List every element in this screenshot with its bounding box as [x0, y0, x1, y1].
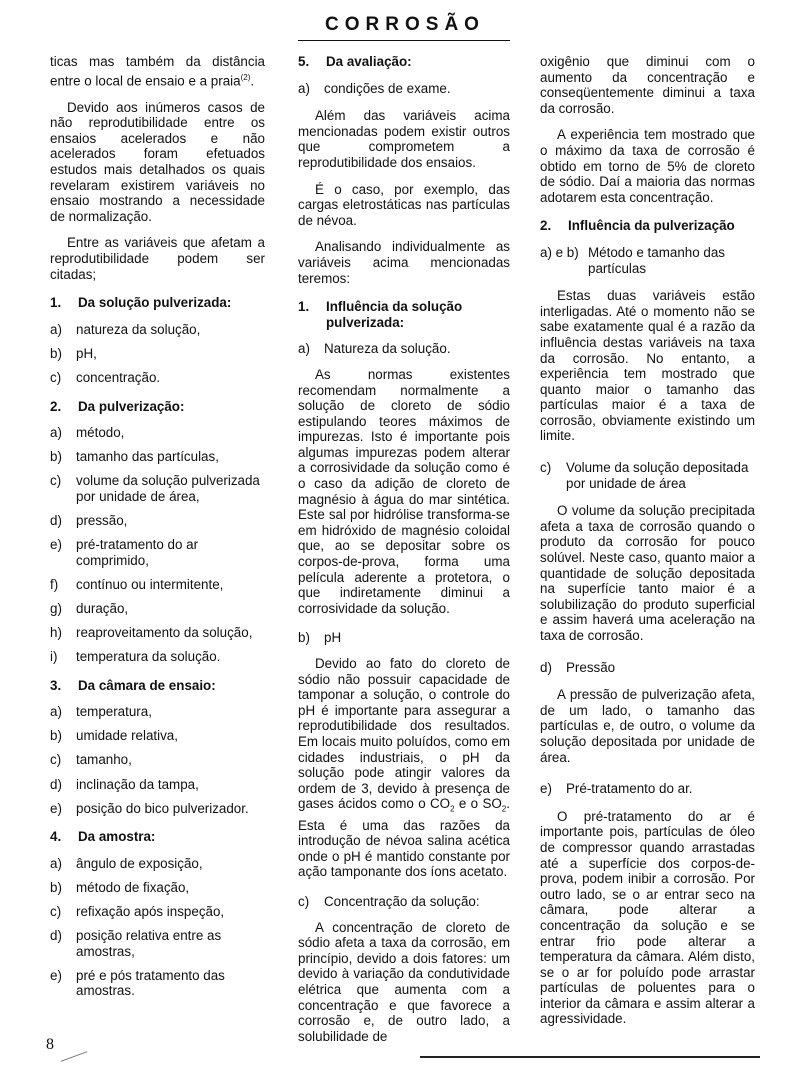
- item-label: f): [50, 576, 59, 592]
- list-item: [50, 904, 265, 920]
- item-label: a): [298, 341, 310, 357]
- item-label: b): [50, 879, 62, 895]
- item-text: reaproveitamento da solução,: [76, 625, 253, 640]
- paragraph: A concentração de cloreto de sódio afeta a taxa da corrosão, em princípio, devido a dois fatores: um devido à variação da condutividade elétrica que aumenta com a concentração e que favorece a corrosão e, de outro lado, a solubilidade de: [298, 919, 510, 1044]
- item-label: d): [50, 776, 62, 792]
- list-item: [50, 625, 265, 641]
- item-text: refixação após inspeção,: [76, 904, 225, 920]
- item-label: e): [540, 781, 552, 797]
- paragraph: Entre as variáveis que afetam a reprodutibilidade podem ser citadas;: [50, 235, 265, 282]
- item-text: umidade relativa,: [76, 728, 178, 744]
- item-text: posição do bico pulverizador.: [76, 800, 249, 816]
- column-3: [540, 54, 755, 1038]
- item-text: método de fixação,: [76, 879, 190, 895]
- reference-superscript: (2): [240, 72, 251, 82]
- item-text: Pré-tratamento do ar.: [566, 781, 693, 797]
- list-s1: [50, 322, 265, 386]
- item-label: a): [50, 855, 62, 871]
- section-title: Influência da solução pulverizada:: [326, 299, 463, 330]
- section-number: 5.: [298, 54, 310, 69]
- list-item: [50, 649, 265, 665]
- item-label: a): [298, 80, 310, 96]
- paragraph: [298, 656, 510, 880]
- paragraph: oxigênio que diminui com o aumento da concentração e conseqüentemente diminui a taxa da corrosão.: [540, 54, 755, 116]
- item-label: c): [50, 904, 62, 920]
- paragraph-end: .: [250, 73, 255, 89]
- item-text: método,: [76, 425, 125, 441]
- item-label: g): [50, 600, 62, 616]
- item-text: pH: [324, 630, 342, 646]
- item-label: b): [298, 630, 310, 646]
- list-item: [50, 601, 265, 617]
- item-label: e): [50, 800, 62, 816]
- list-item: [50, 473, 265, 504]
- subscript: 2: [450, 805, 455, 815]
- list-item: [50, 513, 265, 529]
- list-item: [298, 81, 510, 97]
- list-item: [50, 449, 265, 465]
- page-number: 8: [46, 1036, 54, 1053]
- item-text: ângulo de exposição,: [76, 855, 203, 871]
- item-text: temperatura,: [76, 704, 152, 720]
- bottom-rule: [420, 1056, 760, 1058]
- list-item: [298, 341, 510, 357]
- item-text: duração,: [76, 600, 129, 616]
- item-text: volume da solução pulverizada por unidade de área,: [76, 473, 260, 504]
- list-item: [50, 346, 265, 362]
- section-number: 2.: [540, 218, 552, 234]
- section-number: 2.: [50, 398, 62, 414]
- item-text: natureza da solução,: [76, 321, 201, 337]
- paragraph-text: e o SO: [454, 796, 502, 812]
- list-item: [50, 577, 265, 593]
- list-item: [50, 322, 265, 338]
- item-text: concentração.: [76, 369, 161, 385]
- section-number: 4.: [50, 829, 62, 845]
- item-label: c): [50, 369, 62, 385]
- item-label: i): [50, 649, 58, 665]
- list-item: [540, 660, 755, 676]
- item-label: a) e b): [540, 244, 579, 260]
- item-text: pré-tratamento do ar comprimido,: [76, 537, 199, 568]
- list-s4: [50, 856, 265, 999]
- section-heading: [298, 299, 510, 330]
- list-item: [50, 370, 265, 386]
- list-item: [50, 425, 265, 441]
- list-item: [50, 752, 265, 768]
- paragraph: A experiência tem mostrado que o máximo da taxa de corrosão é obtido em torno de 5% de cloreto de sódio. Daí a maioria das normas adotarem esta concentração.: [540, 127, 755, 205]
- paragraph-text: Devido ao fato do cloreto de sódio não possuir capacidade de tamponar a solução, o controle do pH é importante para assegurar a reprodutibilidade dos resultados. Em locais muito poluídos, como em cidades industriais, o pH da solução pode atingir valores da ordem de 3, devido à presença de gases ácidos como o CO: [298, 656, 510, 812]
- item-text: inclinação da tampa,: [76, 776, 199, 792]
- paragraph: Devido aos inúmeros casos de não reprodutibilidade entre os ensaios acelerados e não acelerados foram efetuados estudos mais detalhados os quais revelaram existirem variáveis no ensaio mostrando a necessidade de normalização.: [50, 99, 265, 224]
- section-title: Da amostra:: [78, 829, 156, 845]
- list-item: [540, 781, 755, 797]
- paragraph: O volume da solução precipitada afeta a taxa de corrosão quando o produto da corrosão for pouco solúvel. Neste caso, quanto maior a quantidade de solução depositada na superfície tanto maior é a solubilização do produto superficial e assim haverá uma aceleração na taxa de corrosão.: [540, 503, 755, 643]
- list-item: [50, 537, 265, 568]
- paragraph: A pressão de pulverização afeta, de um lado, o tamanho das partículas e, de outro, o volume da solução depositada por unidade de área.: [540, 687, 755, 765]
- list-item: [50, 801, 265, 817]
- subscript: 2: [501, 805, 507, 815]
- section-heading: [50, 399, 265, 415]
- section-title: Da solução pulverizada:: [78, 295, 232, 311]
- section-title: Influência da pulverização: [568, 218, 735, 234]
- item-label: c): [298, 893, 310, 909]
- section-title: Da pulverização:: [78, 398, 185, 414]
- list-s3: [50, 704, 265, 816]
- list-item: [50, 777, 265, 793]
- item-text: Volume da solução depositada por unidade de área: [566, 460, 749, 491]
- list-item: [540, 460, 755, 491]
- item-text: pré e pós tratamento das amostras.: [76, 967, 225, 999]
- item-text: Concentração da solução:: [324, 893, 480, 909]
- list-item: [298, 894, 510, 910]
- paragraph: As normas existentes recomendam normalmente a solução de cloreto de sódio estipulando teores máximos de impurezas. Isto é importante pois algumas impurezas podem alterar a corrosividade da solução como é o caso da adição de cloreto de magnésio à água do mar sintética. Este sal por hidrólise transforma-se em hidróxido de magnésio coloidal que, ao se depositar sobre os corpos-de-prova, forma uma película aderente a protetora, o que indiretamente diminui a corrosividade da solução.: [298, 366, 510, 616]
- item-label: a): [50, 321, 62, 337]
- item-text: Método e tamanho das partículas: [588, 244, 725, 276]
- item-label: c): [50, 473, 62, 489]
- item-text: Natureza da solução.: [324, 341, 451, 357]
- section-heading: [50, 678, 265, 694]
- item-label: b): [50, 449, 62, 465]
- paragraph: [50, 54, 265, 89]
- item-label: d): [50, 928, 62, 944]
- item-text: temperatura da solução.: [76, 649, 221, 665]
- list-s2: [50, 425, 265, 665]
- item-text: tamanho das partículas,: [76, 449, 219, 465]
- paragraph: É o caso, por exemplo, das cargas eletrostáticas nas partículas de névoa.: [298, 181, 510, 228]
- item-text: Pressão: [566, 659, 616, 675]
- list-item: [50, 728, 265, 744]
- list-item: [540, 245, 755, 276]
- list-item: [50, 928, 265, 959]
- list-item: [298, 630, 510, 646]
- section-title: Da câmara de ensaio:: [78, 677, 216, 693]
- item-text: pressão,: [76, 513, 128, 529]
- item-label: d): [540, 659, 552, 675]
- list-item: [50, 968, 265, 999]
- item-label: c): [50, 752, 62, 768]
- paragraph-text: ticas mas também da distância entre o local de ensaio e a praia: [50, 54, 265, 89]
- paragraph-text: . Esta é uma das razões da introdução de névoa salina acética onde o pH é mantido constante por ação tamponante dos íons acetato.: [298, 796, 510, 880]
- item-label: a): [50, 425, 62, 441]
- section-heading: [298, 54, 510, 70]
- list-item: [50, 880, 265, 896]
- column-1: [50, 54, 265, 1008]
- list-item: [50, 704, 265, 720]
- item-label: c): [540, 460, 552, 476]
- section-heading: [540, 218, 755, 234]
- header-rule: [298, 40, 510, 41]
- paragraph: O pré-tratamento do ar é importante pois, partículas de óleo de compressor quando arrastadas até a superfície dos corpos-de-prova, podem inibir a corrosão. Por outro lado, se o ar entrar seco na câmara, pode alterar a concentração da solução e se entrar frio pode alterar a temperatura da câmara. Além disto, se o ar for poluído pode arrastar partículas de poluentes para o interior da câmara e assim alterar a agressividade.: [540, 808, 755, 1027]
- item-label: a): [50, 704, 62, 720]
- section-number: 1.: [298, 299, 310, 315]
- item-label: e): [50, 967, 62, 983]
- section-heading: [50, 829, 265, 845]
- item-label: b): [50, 345, 62, 361]
- section-title: Da avaliação:: [326, 54, 412, 69]
- paragraph: Além das variáveis acima mencionadas podem existir outros que comprometem a reprodutibilidade dos ensaios.: [298, 108, 510, 170]
- scan-mark: [61, 1051, 88, 1062]
- list-item: [50, 856, 265, 872]
- item-label: e): [50, 537, 62, 553]
- item-text: condições de exame.: [324, 80, 451, 96]
- paragraph: Analisando individualmente as variáveis acima mencionadas teremos:: [298, 239, 510, 286]
- item-label: b): [50, 728, 62, 744]
- section-number: 3.: [50, 677, 62, 693]
- item-text: contínuo ou intermitente,: [76, 576, 224, 592]
- item-label: d): [50, 513, 62, 529]
- page-header: CORROSÃO: [325, 14, 485, 35]
- item-text: pH,: [76, 345, 97, 361]
- column-2: [298, 54, 510, 1055]
- paragraph: Estas duas variáveis estão interligadas. Até o momento não se sabe exatamente qual é a razão da influência destas variáveis na taxa da corrosão. No entanto, a experiência tem mostrado que quanto maior o tamanho das partículas maior é a taxa de corrosão, obviamente existindo um limite.: [540, 288, 755, 444]
- section-number: 1.: [50, 295, 62, 311]
- item-text: tamanho,: [76, 752, 132, 768]
- item-text: posição relativa entre as amostras,: [76, 928, 222, 959]
- item-label: h): [50, 625, 62, 640]
- section-heading: [50, 295, 265, 311]
